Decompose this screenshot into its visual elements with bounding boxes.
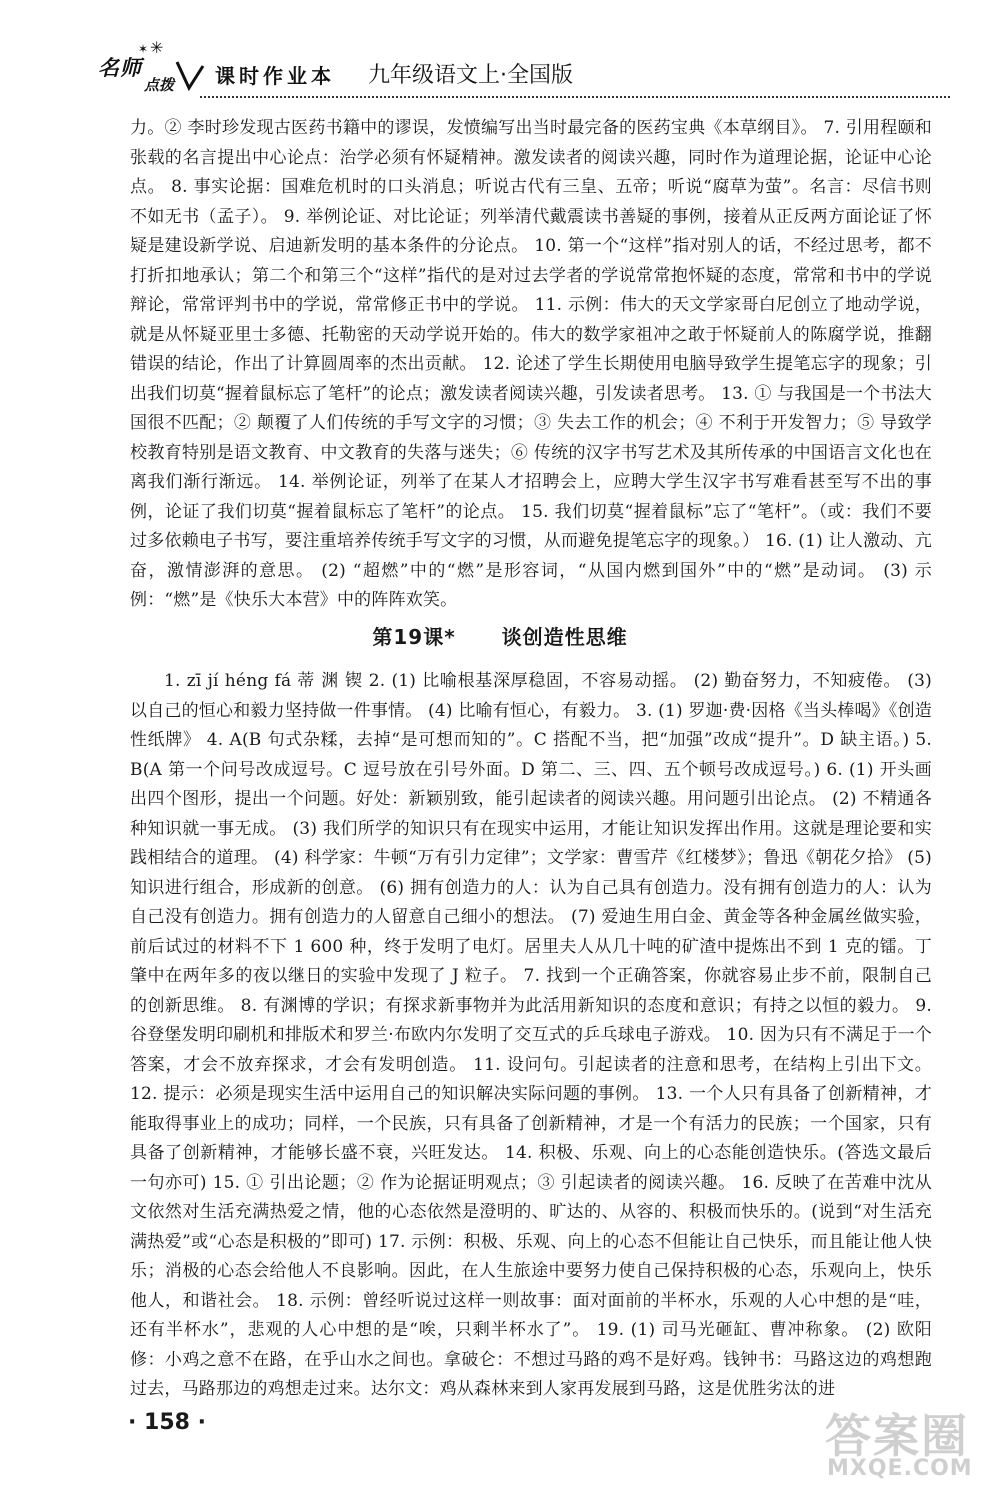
page-header [90, 38, 950, 100]
answer-section-previous [130, 114, 932, 616]
book-edition-title: 九年级语文上·全国版 [368, 63, 573, 88]
logo-main-text: 名师 [98, 55, 142, 80]
swoosh-icon [175, 58, 205, 94]
lesson-heading [0, 621, 1000, 650]
lesson-number: 第19课* [372, 625, 456, 649]
header-divider [200, 96, 950, 98]
answer-section-lesson-19 [130, 667, 932, 1405]
star-icon: ✶ [138, 42, 149, 56]
lesson-title: 谈创造性思维 [501, 625, 628, 649]
publisher-logo [90, 38, 200, 94]
logo-sub-text: 点拨 [144, 76, 175, 94]
sparkle-icon: ✳ [150, 38, 164, 57]
watermark [815, 1400, 990, 1484]
page-number: · 158 · [128, 1410, 206, 1435]
watermark-logo-text: 答案圈 [825, 1409, 969, 1463]
watermark-url: MXQE.COM [827, 1456, 973, 1481]
answer-text-previous: 力。② 李时珍发现古医药书籍中的谬误，发愤编写出当时最完备的医药宝典《本草纲目》。 7. 引用程颐和张载的名言提出中心论点：治学必须有怀疑精神。激发读者的阅读兴趣，同时作为道理论据，论证中心论点。 8. 事实论据：国难危机时的口头消息；听说古代有三皇、五帝；听说“腐草为萤”。名言：尽信书则不如无书（孟子）。 9. 举例论证、对比论证；列举清代戴震读书善疑的事例，接着从正反两方面论证了怀疑是建设新学说、启迪新发明的基本条件的分论点。 10. 第一个“这样”指对别人的话，不经过思考，都不打折扣地承认；第二个和第三个“这样”指代的是对过去学者的学说常常抱怀疑的态度，常常和书中的学说辩论，常常评判书中的学说，常常修正书中的学说。 11. 示例：伟大的天文学家哥白尼创立了地动学说，就是从怀疑亚里士多德、托勒密的天动学说开始的。伟大的数学家祖冲之敢于怀疑前人的陈腐学说，推翻错误的结论，作出了计算圆周率的杰出贡献。 12. 论述了学生长期使用电脑导致学生提笔忘字的现象；引出我们切莫“握着鼠标忘了笔杆”的论点；激发读者阅读兴趣，引发读者思考。 13. ① 与我国是一个书法大国很不匹配；② 颠覆了人们传统的手写文字的习惯；③ 失去工作的机会；④ 不利于开发智力；⑤ 导致学校教育特别是语文教育、中文教育的失落与迷失；⑥ 传统的汉字书写艺术及其所传承的中国语言文化也在离我们渐行渐远。 14. 举例论证，列举了在某人才招聘会上，应聘大学生汉字书写难看甚至写不出的事例，论证了我们切莫“握着鼠标忘了笔杆”的论点。 15. 我们切莫“握着鼠标”忘了“笔杆”。（或：我们不要过多依赖电子书写，要注重培养传统手写文字的习惯，从而避免提笔忘字的现象。） 16. (1) 让人激动、亢奋，激情澎湃的意思。 (2) “超燃”中的“燃”是形容词，“从国内燃到国外”中的“燃”是动词。 (3) 示例：“燃”是《快乐大本营》中的阵阵欢笑。 [130, 118, 932, 610]
answer-text-lesson-19: 1. zī jí héng fá 蒂 渊 锲 2. (1) 比喻根基深厚稳固，不容易动摇。 (2) 勤奋努力，不知疲倦。 (3) 以自己的恒心和毅力坚持做一件事情。 (4) 比喻有恒心，有毅力。 3. (1) 罗迦·费·因格《当头棒喝》《创造性纸牌》 4. A(B 句式杂糅，去掉“是可想而知的”。C 搭配不当，把“加强”改成“提升”。D 缺主语。) 5. B(A 第一个问号改成逗号。C 逗号放在引号外面。D 第二、三、四、五个顿号改成逗号。) 6. (1) 开头画出四个图形，提出一个问题。好处：新颖别致，能引起读者的阅读兴趣。用问题引出论点。 (2) 不精通各种知识就一事无成。 (3) 我们所学的知识只有在现实中运用，才能让知识发挥出作用。这就是理论要和实践相结合的道理。 (4) 科学家：牛顿“万有引力定律”；文学家：曹雪芹《红楼梦》；鲁迅《朝花夕拾》 (5) 知识进行组合，形成新的创意。 (6) 拥有创造力的人：认为自己具有创造力。没有拥有创造力的人：认为自己没有创造力。拥有创造力的人留意自己细小的想法。 (7) 爱迪生用白金、黄金等各种金属丝做实验，前后试过的材料不下 1 600 种，终于发明了电灯。居里夫人从几十吨的矿渣中提炼出不到 1 克的镭。丁肇中在两年多的夜以继日的实验中发现了 J 粒子。 7. 找到一个正确答案，你就容易止步不前，限制自己的创新思维。 8. 有渊博的学识；有探求新事物并为此活用新知识的态度和意识；有持之以恒的毅力。 9. 谷登堡发明印刷机和排版术和罗兰·布欧内尔发明了交互式的乒乓球电子游戏。 10. 因为只有不满足于一个答案，才会不放弃探求，才会有发明创造。 11. 设问句。引起读者的注意和思考，在结构上引出下文。 12. 提示：必须是现实生活中运用自己的知识解决实际问题的事例。 13. 一个人只有具备了创新精神，才能取得事业上的成功；同样，一个民族，只有具备了创新精神，才是一个有活力的民族；一个国家，只有具备了创新精神，才能够长盛不衰，兴旺发达。 14. 积极、乐观、向上的心态能创造快乐。(答选文最后一句亦可) 15. ① 引出论题；② 作为论据证明观点；③ 引起读者的阅读兴趣。 16. 反映了在苦难中沈从文依然对生活充满热爱之情，他的心态依然是澄明的、旷达的、从容的、积极而快乐的。(说到“对生活充满热爱”或“心态是积极的”即可) 17. 示例：积极、乐观、向上的心态不但能让自己快乐，而且能让他人快乐；消极的心态会给他人不良影响。因此，在人生旅途中要努力使自己保持积极的心态，乐观向上，快乐他人，和谐社会。 18. 示例：曾经听说过这样一则故事：面对面前的半杯水，乐观的人心中想的是“哇，还有半杯水”，悲观的人心中想的是“唉，只剩半杯水了”。 19. (1) 司马光砸缸、曹冲称象。 (2) 欧阳修：小鸡之意不在路，在乎山水之间也。拿破仑：不想过马路的鸡不是好鸡。钱钟书：马路这边的鸡想跑过去，马路那边的鸡想走过来。达尔文：鸡从森林来到人家再发展到马路，这是优胜劣汰的进 [130, 671, 932, 1399]
book-series-title: 课时作业本 [215, 64, 335, 88]
